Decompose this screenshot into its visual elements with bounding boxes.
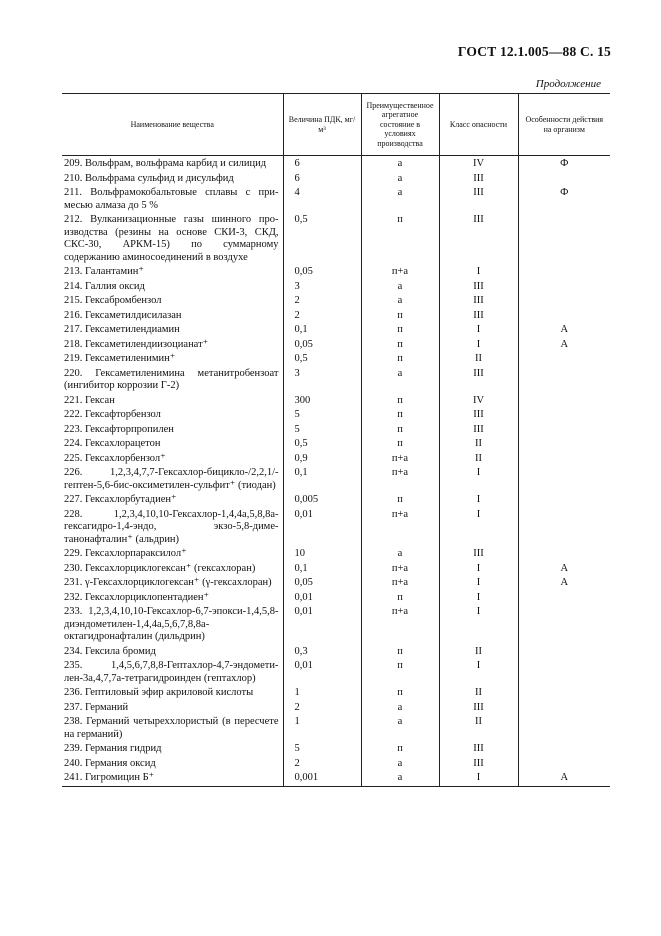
substance-name: 216. Гексаметилдисилазан: [64, 309, 182, 321]
action-feature: [518, 715, 610, 742]
substance-name: 220. Гексаметиленимина метанитробензоат (ингибитор коррозии Г-2): [64, 367, 279, 391]
action-feature: [518, 757, 610, 772]
hazard-class: III: [439, 408, 518, 423]
hazard-class: I: [439, 562, 518, 577]
action-feature: [518, 508, 610, 548]
aggregate-state: п+а: [361, 576, 439, 591]
substance-name: 217. Гексаметилендиамин: [64, 324, 180, 335]
substance-name: 227. Гексахлорбутадиен⁺: [64, 494, 177, 505]
table-row: [62, 508, 610, 548]
hazard-class: I: [439, 466, 518, 493]
pdk-value: 5: [283, 742, 361, 757]
action-feature: [518, 466, 610, 493]
pdk-value: 1: [283, 715, 361, 742]
table-row: [62, 323, 610, 338]
hazard-class: III: [439, 547, 518, 562]
hazard-class: II: [439, 352, 518, 367]
pdk-value: 0,1: [283, 323, 361, 338]
action-feature: [518, 701, 610, 716]
aggregate-state: п: [361, 352, 439, 367]
table-row: [62, 771, 610, 786]
hazard-class: I: [439, 508, 518, 548]
action-feature: А: [518, 323, 610, 338]
action-feature: [518, 280, 610, 295]
aggregate-state: п: [361, 338, 439, 353]
action-feature: [518, 265, 610, 280]
pdk-value: 6: [283, 172, 361, 187]
hazard-class: I: [439, 591, 518, 606]
table-row: [62, 186, 610, 213]
aggregate-state: а: [361, 172, 439, 187]
action-feature: [518, 547, 610, 562]
substance-name: 222. Гексафторбензол: [64, 409, 161, 420]
pdk-value: 0,1: [283, 466, 361, 493]
table-row: [62, 338, 610, 353]
aggregate-state: п: [361, 493, 439, 508]
column-header-state: Преимущественное агрегатное состояние в условиях производства: [361, 94, 439, 156]
substance-name: 237. Германий: [64, 701, 129, 713]
aggregate-state: п: [361, 323, 439, 338]
substance-name: 232. Гексахлорциклопентадиен⁺: [64, 591, 210, 603]
hazard-class: III: [439, 367, 518, 394]
hazard-class: III: [439, 701, 518, 716]
hazard-class: III: [439, 280, 518, 295]
pdk-value: 0,5: [283, 437, 361, 452]
pdk-value: 0,01: [283, 605, 361, 645]
table-row: [62, 547, 610, 562]
pdk-value: 0,05: [283, 338, 361, 353]
hazard-class: III: [439, 172, 518, 187]
table-row: [62, 466, 610, 493]
pdk-value: 300: [283, 394, 361, 409]
aggregate-state: п: [361, 591, 439, 606]
substance-name: 226. 1,2,3,4,7,7-Гексахлор-бицикло-/2,2,1/-гептен-5,6-бис-оксиметилен-сульфит⁺ (тиодан): [64, 467, 279, 491]
action-feature: Ф: [518, 156, 610, 172]
substance-name: 238. Германий четыреххлористый (в пересчете на германий): [64, 716, 279, 740]
column-header-pdk: Величина ПДК, мг/м³: [283, 94, 361, 156]
table-row: [62, 280, 610, 295]
aggregate-state: п+а: [361, 562, 439, 577]
aggregate-state: а: [361, 186, 439, 213]
aggregate-state: п: [361, 659, 439, 686]
aggregate-state: а: [361, 294, 439, 309]
table-row: [62, 294, 610, 309]
pdk-value: 2: [283, 757, 361, 772]
table-row: [62, 408, 610, 423]
action-feature: [518, 437, 610, 452]
hazard-class: II: [439, 715, 518, 742]
action-feature: [518, 352, 610, 367]
action-feature: [518, 686, 610, 701]
action-feature: [518, 294, 610, 309]
table-body: [62, 156, 610, 787]
pdk-value: 0,05: [283, 576, 361, 591]
substance-name: 228. 1,2,3,4,10,10-Гексахлор-1,4,4а,5,8,8а-гексагидро-1,4-эндо, экзо-5,8-диметанонафталин⁺ (альдрин): [64, 508, 279, 545]
substance-name: 236. Гептиловый эфир акриловой кислоты: [64, 687, 254, 698]
table-row: [62, 172, 610, 187]
hazard-class: I: [439, 659, 518, 686]
action-feature: Ф: [518, 186, 610, 213]
action-feature: [518, 452, 610, 467]
hazard-class: II: [439, 452, 518, 467]
pdk-value: 2: [283, 294, 361, 309]
hazard-class: III: [439, 757, 518, 772]
aggregate-state: п+а: [361, 265, 439, 280]
hazard-class: II: [439, 686, 518, 701]
aggregate-state: п: [361, 645, 439, 660]
substance-name: 223. Гексафторпропилен: [64, 423, 174, 435]
pdk-value: 5: [283, 423, 361, 438]
aggregate-state: а: [361, 701, 439, 716]
table-row: [62, 757, 610, 772]
pdk-value: 6: [283, 156, 361, 172]
hazard-class: II: [439, 437, 518, 452]
table-row: [62, 452, 610, 467]
substance-name: 215. Гексабромбензол: [64, 295, 162, 306]
aggregate-state: п: [361, 742, 439, 757]
hazard-class: I: [439, 323, 518, 338]
action-feature: А: [518, 338, 610, 353]
table-row: [62, 576, 610, 591]
pdk-value: 4: [283, 186, 361, 213]
table-row: [62, 742, 610, 757]
table-row: [62, 659, 610, 686]
column-header-name: Наименование вещества: [62, 94, 283, 156]
hazard-class: I: [439, 576, 518, 591]
pdk-value: 5: [283, 408, 361, 423]
aggregate-state: п+а: [361, 466, 439, 493]
substance-name: 241. Гигромицин Б⁺: [62, 771, 283, 786]
table-row: [62, 645, 610, 660]
action-feature: [518, 367, 610, 394]
aggregate-state: п+а: [361, 508, 439, 548]
action-feature: [518, 394, 610, 409]
pdk-value: 2: [283, 309, 361, 324]
substance-name: 214. Галлия оксид: [64, 280, 145, 292]
page-header: ГОСТ 12.1.005—88 С. 15: [457, 44, 611, 59]
table-row: [62, 423, 610, 438]
aggregate-state: а: [361, 715, 439, 742]
aggregate-state: п: [361, 394, 439, 409]
pdk-value: 0,9: [283, 452, 361, 467]
aggregate-state: п: [361, 309, 439, 324]
substance-name: 221. Гексан: [64, 394, 115, 406]
pdk-value: 0,005: [283, 493, 361, 508]
substance-name: 231. γ-Гексахлорциклогексан⁺ (γ-гексахлоран): [64, 577, 272, 588]
action-feature: [518, 645, 610, 660]
hazard-class: I: [439, 338, 518, 353]
aggregate-state: п+а: [361, 605, 439, 645]
substance-name: 230. Гексахлорциклогексан⁺ (гексахлоран): [64, 562, 256, 574]
action-feature: [518, 408, 610, 423]
substances-table: [62, 93, 610, 787]
pdk-value: 0,01: [283, 659, 361, 686]
aggregate-state: п: [361, 686, 439, 701]
action-feature: А: [518, 576, 610, 591]
hazard-class: I: [439, 265, 518, 280]
substance-name: 239. Германия гидрид: [64, 743, 162, 754]
action-feature: [518, 605, 610, 645]
table-row: [62, 437, 610, 452]
action-feature: [518, 591, 610, 606]
table-row: [62, 701, 610, 716]
pdk-value: 0,3: [283, 645, 361, 660]
pdk-value: 0,001: [283, 771, 361, 786]
table-row: [62, 562, 610, 577]
hazard-class: II: [439, 645, 518, 660]
substance-name: 233. 1,2,3,4,10,10-Гексахлор-6,7-эпокси-1,4,5,8-диэндометилен-1,4,4а,5,6,7,8,8а-октагидронафталин (дильдрин): [64, 606, 279, 642]
table-row: [62, 686, 610, 701]
pdk-value: 0,5: [283, 352, 361, 367]
aggregate-state: а: [361, 547, 439, 562]
aggregate-state: а: [361, 280, 439, 295]
aggregate-state: п+а: [361, 452, 439, 467]
action-feature: А: [518, 771, 610, 786]
hazard-class: III: [439, 309, 518, 324]
aggregate-state: п: [361, 423, 439, 438]
table-row: [62, 493, 610, 508]
table-row: [62, 156, 610, 172]
hazard-class: III: [439, 186, 518, 213]
pdk-value: 2: [283, 701, 361, 716]
column-header-class: Класс опасности: [439, 94, 518, 156]
action-feature: [518, 309, 610, 324]
substance-name: 212. Вулканизационные газы шинного производства (резины на основе СКИ-3, СКД, СКС-30, АРКМ-15) по суммарному содержанию аминосоединений в воздухе: [64, 214, 279, 263]
substance-name: 213. Галантамин⁺: [64, 266, 144, 277]
pdk-value: 0,01: [283, 591, 361, 606]
pdk-value: 0,05: [283, 265, 361, 280]
action-feature: А: [518, 562, 610, 577]
pdk-value: 1: [283, 686, 361, 701]
pdk-value: 3: [283, 280, 361, 295]
continuation-label: Продолжение: [535, 78, 601, 90]
substance-name: 234. Гексила бромид: [64, 645, 156, 657]
table-row: [62, 213, 610, 265]
substance-name: 225. Гексахлорбензол⁺: [64, 452, 166, 464]
substance-name: 210. Вольфрама сульфид и дисульфид: [64, 172, 234, 184]
action-feature: [518, 172, 610, 187]
aggregate-state: а: [361, 156, 439, 172]
aggregate-state: а: [361, 757, 439, 772]
aggregate-state: п: [361, 437, 439, 452]
pdk-value: 10: [283, 547, 361, 562]
hazard-class: III: [439, 423, 518, 438]
substance-name: 209. Вольфрам, вольфрама карбид и силицид: [64, 158, 267, 169]
action-feature: [518, 493, 610, 508]
hazard-class: IV: [439, 394, 518, 409]
pdk-value: 3: [283, 367, 361, 394]
aggregate-state: п: [361, 213, 439, 265]
hazard-class: I: [439, 493, 518, 508]
table-row: [62, 367, 610, 394]
pdk-value: 0,01: [283, 508, 361, 548]
table-row: [62, 591, 610, 606]
substance-name: 240. Германия оксид: [64, 757, 156, 769]
table-row: [62, 352, 610, 367]
aggregate-state: а: [361, 367, 439, 394]
hazard-class: III: [439, 213, 518, 265]
substance-name: 235. 1,4,5,6,7,8,8-Гептахлор-4,7-эндометилен-3а,4,7,7а-тетрагидроинден (гептахлор): [64, 660, 279, 684]
substance-name: 211. Вольфрамокобальтовые сплавы с примесью алмаза до 5 %: [64, 187, 279, 211]
table-row: [62, 309, 610, 324]
substance-name: 218. Гексаметилендиизоцианат⁺: [64, 338, 209, 350]
table-header-row: [62, 94, 610, 156]
table-row: [62, 605, 610, 645]
pdk-value: 0,5: [283, 213, 361, 265]
substance-name: 229. Гексахлорпараксилол⁺: [64, 548, 187, 559]
aggregate-state: п: [361, 408, 439, 423]
table-row: [62, 394, 610, 409]
action-feature: [518, 423, 610, 438]
hazard-class: IV: [439, 156, 518, 172]
pdk-value: 0,1: [283, 562, 361, 577]
action-feature: [518, 742, 610, 757]
substance-name: 224. Гексахлорацетон: [64, 438, 161, 449]
aggregate-state: а: [361, 771, 439, 786]
hazard-class: III: [439, 294, 518, 309]
substance-name: 219. Гексаметиленимин⁺: [64, 353, 176, 364]
hazard-class: I: [439, 605, 518, 645]
hazard-class: I: [439, 771, 518, 786]
table-row: [62, 715, 610, 742]
action-feature: [518, 659, 610, 686]
action-feature: [518, 213, 610, 265]
column-header-features: Особенности действия на организм: [518, 94, 610, 156]
table-row: [62, 265, 610, 280]
hazard-class: III: [439, 742, 518, 757]
